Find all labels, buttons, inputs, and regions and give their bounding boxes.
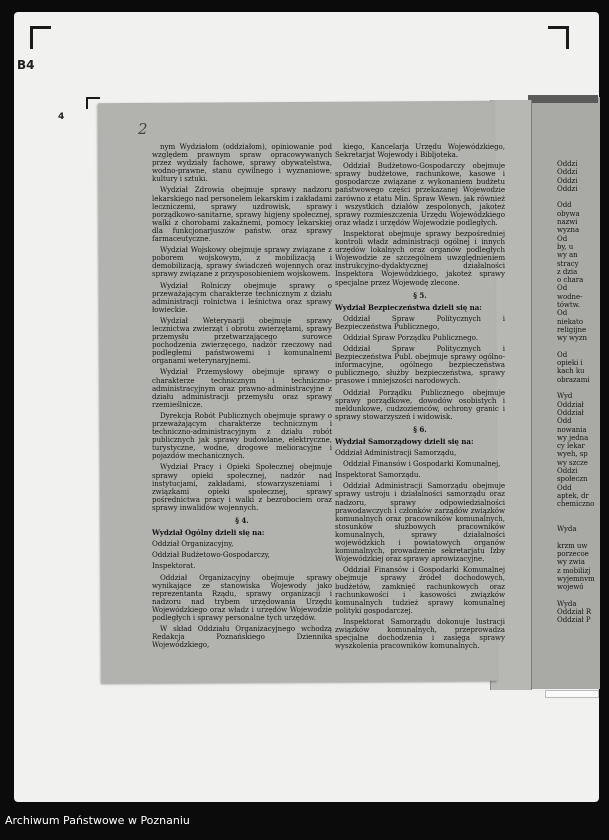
cut-off-line: obrazami [557, 375, 590, 384]
cut-off-line: Oddzi [557, 184, 578, 193]
paragraph: Oddział Budżetowo-Gospodarczy obejmuje sprawy budżetowe, rachunkowe, kasowe i gospodarcze związane z wykonaniem budżetu państwowego części przekazanej Wojewodzie zarówno z etatu Min. Spraw Wewn. jak również i wszystkich działów zespolonych, jakoteż sprawy rozmieszczenia Urzędu Wojewódzkiego oraz władz i urzędów Wojewodzie podległych. [335, 161, 505, 227]
cut-off-line: opieki i [557, 359, 583, 368]
cut-off-line: by, u [557, 242, 574, 251]
paragraph: Inspektorat obejmuje sprawy bezpośredniej kontroli władz administracji ogólnej i innych urzędów lokalnych oraz organów podległych Wojewodzie ze szczególnem uwzględnieniem instrukcyjno-dydaktycznej działalności Inspektora Wojewódzkiego, jakoteż sprawy specjalne przez Wojewodę zlecone. [335, 228, 505, 287]
cut-off-line: wojewó [557, 583, 584, 592]
cut-off-line: chemiczno [557, 500, 595, 509]
paragraph: Wydział Bezpieczeństwa dzieli się na: [335, 302, 482, 312]
cut-off-line: stracy [557, 259, 579, 268]
cut-off-line [557, 193, 599, 201]
paragraph: Oddział Organizacyjny obejmuje sprawy wynikające ze stanowiska Wojewody jako reprezentanta Rządu, sprawy organizacji i nadzoru nad trybem urzędowania Urzędu Wojewódzkiego oraz władz i urzędów Wojewodzie podległych i sprawy personalne tych urzędów. [152, 572, 332, 622]
cut-off-line: krzm uw [557, 541, 588, 550]
cut-off-line: niekato [557, 317, 583, 326]
cut-off-line: tówtw. [557, 301, 580, 310]
page-edge-strip [528, 95, 598, 103]
plate-code: B4 [17, 58, 35, 72]
cut-off-line: Oddzi [557, 466, 578, 475]
cut-off-line: z mobilizj [557, 566, 591, 575]
paragraph: Wydział Pracy i Opieki Społecznej obejmuje sprawy opieki społecznej, nadzór nad instytucjami, zakładami, stowarzyszeniami i związkami opieki społecznej, sprawy pośrednictwa pracy i walki z bezrobociem oraz sprawy inwalidów wojennych. [152, 462, 332, 512]
paragraph: Oddział Administracji Samorządu, [335, 448, 457, 458]
paragraph: Inspektorat Samorządu. [335, 470, 421, 480]
right-text-column [335, 143, 505, 653]
paragraph: nym Wydziałom (oddziałom), opiniowanie pod względem prawnym spraw opracowywanych przez wydziały fachowe, sprawy obywatelstwa, wodno-prawne, stanu cywilnego i wyznaniowe, kultury i sztuki. [152, 142, 332, 184]
cut-off-line: społeczn [557, 475, 588, 484]
cut-off-line: Oddzi [557, 168, 578, 177]
paragraph: Oddział Budżetowo-Gospodarczy, [152, 550, 270, 560]
paragraph: Inspektorat Samorządu dokonuje lustracji związków komunalnych, przeprowadza specjalne dochodzenia i zasięga sprawy wyszkolenia pracowników komunalnych. [335, 616, 505, 651]
section-heading: § 5. [413, 290, 427, 300]
cut-off-line: nazwi [557, 218, 578, 227]
cut-off-line: Odd [557, 201, 572, 210]
paragraph: Dyrekcja Robót Publicznych obejmuje sprawy o przeważającym charakterze technicznym i techniczno-administracyjnym z działu robót publicznych jak sprawy budowlane, elektryczne, turystyczne, wodne, drogowe melioracyjne i pojazdów mechanicznych. [152, 410, 332, 461]
paper-slip [545, 690, 599, 698]
paragraph: Inspektorat. [152, 561, 196, 571]
cut-off-line [557, 591, 599, 599]
paragraph: Oddział Spraw Politycznych i Bezpieczeństwa Publ. obejmuje sprawy ogólno-informacyjne, ogólnego bezpieczeństwa publicznego, służby bezpieczeństwa, sprawy prasowe i mniejszości narodowych. [335, 344, 505, 386]
cut-off-line: Od [557, 309, 568, 318]
cut-off-line: religijne [557, 325, 587, 334]
cut-off-line: Oddzi [557, 176, 578, 185]
cut-off-line [557, 343, 599, 351]
cut-off-line: Odd [557, 417, 572, 426]
paragraph: Wydział Wojskowy obejmuje sprawy związane z poborem wojskowym, z mobilizacją i demobilizacją, sprawy świadczeń wojennych oraz sprawy związane z przysposobieniem wojskowem. [152, 245, 332, 279]
registration-mark-top-right [548, 26, 569, 49]
cut-off-line [557, 517, 599, 525]
cut-off-line: porzecoe [557, 549, 589, 558]
cut-off-line: aptek, dr [557, 491, 589, 500]
cut-off-line: Oddzi [557, 160, 578, 168]
cut-off-line: Wyda [557, 525, 577, 534]
paragraph: Oddział Organizacyjny, [152, 539, 234, 549]
paragraph: Oddział Porządku Publicznego obejmuje sprawy porządkowe, dowodów osobistych i meldunkowe, cudzoziemców, ochrony granic i sprawy stowarzyszeń i widowisk. [335, 387, 505, 421]
cut-off-line: Oddział [557, 408, 584, 417]
cut-off-line: kach ku [557, 367, 585, 376]
cut-off-line: wyjemnvm [557, 574, 595, 583]
cut-off-line: Odd [557, 483, 572, 492]
plate-small-mark: 4 [58, 112, 65, 122]
archive-name: Archiwum Państwowe w Poznaniu [5, 814, 190, 827]
cut-off-line: Oddział R [557, 608, 592, 617]
paragraph: Wydział Ogólny dzieli się na: [152, 528, 265, 538]
paragraph: Wydział Weterynarji obejmuje sprawy lecznictwa zwierząt i obrotu zwierzętami, sprawy przemysłu przetwarzającego surowce pochodzenia zwierzęcego, nadzór rzeczowy nad podległemi państwowemi i komunalnemi organami weterynaryjnemi. [152, 315, 332, 366]
cut-off-line: obywa [557, 209, 580, 218]
registration-mark-top-left [30, 26, 51, 49]
section-heading: § 6. [413, 424, 427, 434]
cut-off-line: Wyda [557, 599, 577, 608]
cut-off-line: wy szcze [557, 458, 588, 467]
paragraph: Oddział Finansów i Gospodarki Komunalnej obejmuje sprawy źródeł dochodowych, budżetów, zamknięć rachunkowych oraz rachunkowości i kasowości związków komunalnych tudzież sprawy komunalnej polityki gospodarczej. [335, 565, 505, 615]
cut-off-line: Oddział [557, 400, 584, 409]
cut-off-line: nowania [557, 425, 587, 434]
cut-off-line: wy wyzn [557, 334, 587, 343]
paragraph: kiego, Kancelarja Urzędu Wojewódzkiego, Sekretarjat Wojewody i Bibljoteka. [335, 142, 505, 160]
cut-off-line: Oddział P [557, 616, 591, 625]
cut-off-line: wy an [557, 251, 578, 260]
cut-off-line: Od [557, 234, 568, 243]
cut-off-line [557, 384, 599, 392]
cut-off-line: wy jedna [557, 433, 589, 442]
cut-off-line: z dzia [557, 267, 578, 276]
cut-off-line: Wyd [557, 392, 573, 401]
cut-off-line [557, 508, 599, 516]
cut-off-line: cy lekar [557, 442, 585, 451]
paragraph: Wydział Zdrowia obejmuje sprawy nadzoru lekarskiego nad personelem lekarskim i zakładami leczniczemi, sprawy uzdrowisk, sprawy porządkowo-sanitarne, sprawy higjeny społecznej, walki z chorobami zakaźnemi, pomocy lekarskiej dla funkcjonarjuszów państw. oraz sprawy farmaceutyczne. [152, 185, 332, 244]
paragraph: W skład Oddziału Organizacyjnego wchodzą Redakcja Poznańskiego Dziennika Wojewódzkiego, [152, 624, 332, 650]
cut-off-line: wyeh, sp [557, 450, 588, 459]
paragraph: Oddział Administracji Samorządu obejmuje sprawy ustroju i działalności samorządu oraz nadzoru, sprawy odpowiedzialności prawodawczych i członków zarządów związków komunalnych oraz pracowników komunalnych, stosunków służbowych pracowników komunalnych, sprawy działalności wojewódzkich i powiatowych organów komunalnych, prowadzenie sekretarjatu Izby Wojewódzkiej oraz sprawy aprowizacyjne. [335, 481, 505, 564]
paragraph: Oddział Finansów i Gospodarki Komunalnej, [343, 459, 501, 469]
section-heading: § 4. [235, 516, 249, 526]
paragraph: Wydział Samorządowy dzieli się na: [335, 437, 474, 446]
cut-off-line: wodne- [557, 292, 583, 301]
page-number: 2 [138, 120, 148, 138]
paragraph: Wydział Przemysłowy obejmuje sprawy o charakterze technicznym i techniczno-administracyjnym oraz prawno-administracyjne z działu administracji przemysłu oraz sprawy rzemieślnicze. [152, 367, 332, 409]
cut-off-line: wyzna [557, 226, 580, 235]
cut-off-line: wy zwia [557, 558, 585, 567]
cut-off-line [557, 533, 599, 541]
cut-off-line: o chara [557, 276, 584, 285]
left-text-column [152, 143, 332, 652]
cut-off-line: Od [557, 284, 568, 293]
cut-off-text-column [557, 160, 599, 625]
paragraph: Wydział Rolniczy obejmuje sprawy o przeważającym charakterze technicznym z działu administracji rolnictwa i leśnictwa oraz sprawy łowieckie. [152, 280, 332, 314]
paragraph: Oddział Spraw Porządku Publicznego. [343, 332, 478, 342]
cut-off-line: Od [557, 350, 568, 359]
paragraph: Oddział Spraw Politycznych i Bezpieczeństwa Publicznego, [335, 313, 505, 331]
